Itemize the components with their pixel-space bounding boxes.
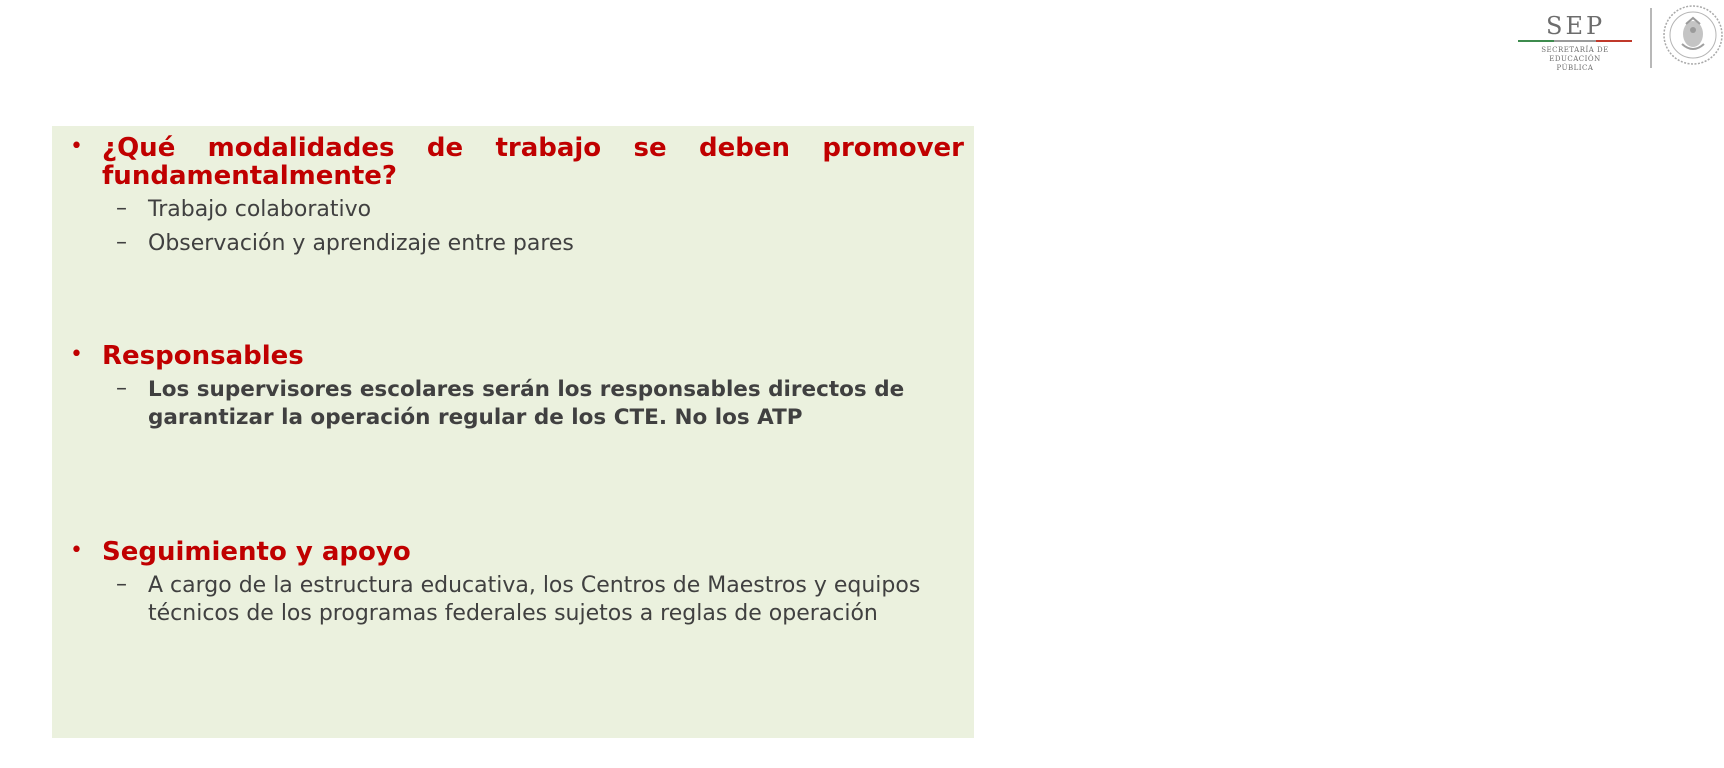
section-heading: Seguimiento y apoyo <box>102 537 411 567</box>
logo-stripe-gray <box>1554 40 1596 42</box>
logo-divider <box>1650 8 1652 68</box>
bullet-icon: • <box>70 342 83 367</box>
section-heading: Responsables <box>102 341 304 371</box>
list-item: A cargo de la estructura educativa, los Centros de Maestros y equipos técnicos de los programas federales sujetos a reglas de operación <box>148 573 921 626</box>
sep-logo-subtitle <box>1532 46 1618 73</box>
dash-icon: – <box>116 376 127 401</box>
logo-stripe-green <box>1518 40 1554 42</box>
sep-subtitle-line1: SECRETARÍA DE <box>1541 46 1609 54</box>
section-heading: ¿Qué modalidades de trabajo se deben promover fundamentalmente? <box>102 133 964 191</box>
bullet-icon: • <box>70 538 83 563</box>
section-seguimiento <box>52 538 974 628</box>
dash-icon: – <box>116 230 127 255</box>
list-item: Trabajo colaborativo <box>148 197 372 222</box>
list-item: Observación y aprendizaje entre pares <box>148 231 574 256</box>
section-responsables <box>52 342 974 432</box>
mexico-seal-icon <box>1662 4 1724 66</box>
list-item: Los supervisores escolares serán los responsables directos de garantizar la operación regular de los CTE. No los ATP <box>148 377 905 430</box>
sep-subtitle-line2: EDUCACIÓN PÚBLICA <box>1549 55 1601 72</box>
section-modalidades <box>52 134 974 258</box>
dash-icon: – <box>116 196 127 221</box>
dash-icon: – <box>116 572 127 597</box>
header-logo-area <box>704 0 1609 100</box>
sep-logo-text: SEP <box>1546 12 1606 40</box>
bullet-icon: • <box>70 134 83 159</box>
content-box <box>52 126 974 738</box>
logo-stripe-red <box>1596 40 1632 42</box>
